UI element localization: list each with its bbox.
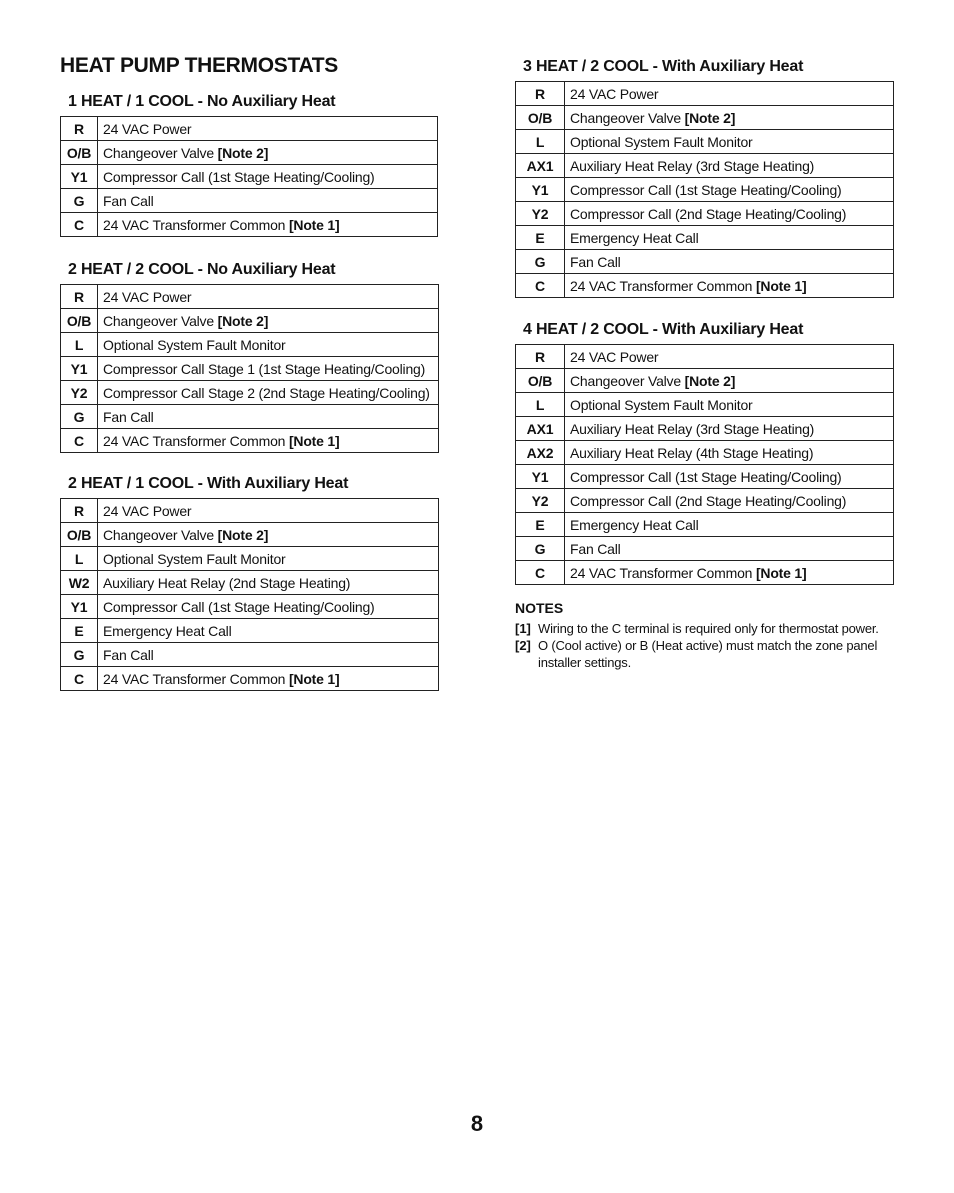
table-row <box>516 345 894 369</box>
description-text: Compressor Call (2nd Stage Heating/Cooling) <box>570 205 847 222</box>
description-text: Compressor Call Stage 2 (2nd Stage Heating/Cooling) <box>103 384 430 401</box>
table-row <box>61 499 439 523</box>
terminal-code: R <box>61 499 98 523</box>
description-text: Compressor Call (1st Stage Heating/Cooling) <box>570 181 842 198</box>
table-row <box>61 429 439 453</box>
table-row <box>516 106 894 130</box>
description-text: Fan Call <box>570 540 621 557</box>
terminal-description <box>565 537 894 561</box>
terminal-code: C <box>516 561 565 585</box>
description-text: 24 VAC Transformer Common <box>103 670 286 687</box>
table-row <box>61 165 438 189</box>
terminal-code: Y1 <box>516 178 565 202</box>
terminal-description <box>565 274 894 298</box>
table-row <box>516 441 894 465</box>
table-row <box>516 489 894 513</box>
terminal-description <box>98 381 439 405</box>
terminal-description <box>98 189 438 213</box>
terminal-code: G <box>61 189 98 213</box>
description-text: Changeover Valve <box>570 109 681 126</box>
description-text: Auxiliary Heat Relay (3rd Stage Heating) <box>570 157 815 174</box>
table-row <box>61 595 439 619</box>
description-text: 24 VAC Power <box>103 120 192 137</box>
terminal-description <box>98 141 438 165</box>
wiring-section-3h2c-aux <box>515 57 894 298</box>
description-text: 24 VAC Power <box>103 288 192 305</box>
table-row <box>61 405 439 429</box>
table-row <box>61 523 439 547</box>
description-text: Changeover Valve <box>103 526 214 543</box>
section-title: 4 HEAT / 2 COOL - With Auxiliary Heat <box>523 321 804 338</box>
note-reference: [Note 1] <box>288 216 340 233</box>
terminal-description <box>565 513 894 537</box>
description-text: Optional System Fault Monitor <box>570 396 753 413</box>
terminal-code: AX2 <box>516 441 565 465</box>
terminal-description <box>98 667 439 691</box>
table-row <box>516 202 894 226</box>
terminal-code: O/B <box>516 369 565 393</box>
terminal-code: C <box>61 429 98 453</box>
table-row <box>516 274 894 298</box>
terminal-code: R <box>61 285 98 309</box>
table-row <box>61 667 439 691</box>
terminal-code: Y2 <box>61 381 98 405</box>
section-title: 2 HEAT / 1 COOL - With Auxiliary Heat <box>68 475 349 492</box>
terminal-description <box>565 226 894 250</box>
terminal-description <box>565 489 894 513</box>
table-row <box>61 117 438 141</box>
table-row <box>61 381 439 405</box>
wiring-table <box>515 344 894 585</box>
terminal-code: G <box>516 250 565 274</box>
terminal-description <box>98 523 439 547</box>
terminal-description <box>98 619 439 643</box>
wiring-table <box>60 498 439 691</box>
terminal-code: AX1 <box>516 417 565 441</box>
table-row <box>516 250 894 274</box>
terminal-code: C <box>61 667 98 691</box>
terminal-code: O/B <box>61 309 98 333</box>
section-title: 3 HEAT / 2 COOL - With Auxiliary Heat <box>523 58 804 75</box>
description-text: Fan Call <box>103 646 154 663</box>
note-reference: [Note 1] <box>288 432 340 449</box>
terminal-description <box>98 285 439 309</box>
notes-block <box>515 600 915 671</box>
terminal-description <box>98 547 439 571</box>
terminal-code: L <box>61 333 98 357</box>
terminal-code: C <box>61 213 98 237</box>
note-text: Wiring to the C terminal is required only for thermostat power. <box>538 621 879 636</box>
description-text: Optional System Fault Monitor <box>103 336 286 353</box>
description-text: Compressor Call (1st Stage Heating/Cooling) <box>103 168 375 185</box>
terminal-description <box>565 82 894 106</box>
description-text: Emergency Heat Call <box>103 622 232 639</box>
terminal-description <box>98 643 439 667</box>
description-text: 24 VAC Power <box>103 502 192 519</box>
table-row <box>61 333 439 357</box>
table-row <box>61 357 439 381</box>
terminal-code: E <box>516 513 565 537</box>
terminal-description <box>565 417 894 441</box>
terminal-code: O/B <box>61 141 98 165</box>
wiring-table <box>60 116 438 237</box>
description-text: Changeover Valve <box>570 372 681 389</box>
terminal-code: L <box>61 547 98 571</box>
terminal-code: G <box>516 537 565 561</box>
wiring-table <box>60 284 439 453</box>
terminal-code: Y2 <box>516 202 565 226</box>
page-title: HEAT PUMP THERMOSTATS <box>60 54 338 77</box>
description-text: Fan Call <box>103 192 154 209</box>
terminal-code: Y2 <box>516 489 565 513</box>
terminal-description <box>98 595 439 619</box>
terminal-description <box>565 202 894 226</box>
table-row <box>516 465 894 489</box>
description-text: Optional System Fault Monitor <box>103 550 286 567</box>
note-reference: [Note 2] <box>217 312 269 329</box>
note-reference: [Note 2] <box>684 372 736 389</box>
terminal-description <box>98 429 439 453</box>
table-row <box>61 285 439 309</box>
wiring-section-1h1c <box>60 92 438 237</box>
description-text: Changeover Valve <box>103 312 214 329</box>
terminal-description <box>98 117 438 141</box>
table-row <box>61 547 439 571</box>
terminal-description <box>98 571 439 595</box>
table-row <box>61 189 438 213</box>
description-text: Optional System Fault Monitor <box>570 133 753 150</box>
description-text: 24 VAC Power <box>570 348 659 365</box>
description-text: 24 VAC Power <box>570 85 659 102</box>
terminal-code: G <box>61 405 98 429</box>
description-text: 24 VAC Transformer Common <box>570 564 753 581</box>
terminal-description <box>565 561 894 585</box>
terminal-description <box>565 154 894 178</box>
terminal-description <box>565 369 894 393</box>
description-text: Compressor Call (1st Stage Heating/Cooling) <box>570 468 842 485</box>
terminal-description <box>98 499 439 523</box>
description-text: Auxiliary Heat Relay (4th Stage Heating) <box>570 444 814 461</box>
terminal-description <box>565 106 894 130</box>
table-row <box>516 369 894 393</box>
terminal-description <box>565 393 894 417</box>
terminal-code: W2 <box>61 571 98 595</box>
table-row <box>516 393 894 417</box>
section-title: 1 HEAT / 1 COOL - No Auxiliary Heat <box>68 93 336 110</box>
table-row <box>516 226 894 250</box>
note-reference: [Note 2] <box>217 144 269 161</box>
table-row <box>516 417 894 441</box>
description-text: Compressor Call (2nd Stage Heating/Cooling) <box>570 492 847 509</box>
terminal-description <box>98 213 438 237</box>
note-reference: [Note 1] <box>755 277 807 294</box>
description-text: Fan Call <box>103 408 154 425</box>
terminal-description <box>98 333 439 357</box>
terminal-code: Y1 <box>516 465 565 489</box>
wiring-table <box>515 81 894 298</box>
description-text: Compressor Call Stage 1 (1st Stage Heating/Cooling) <box>103 360 426 377</box>
terminal-description <box>98 357 439 381</box>
table-row <box>516 561 894 585</box>
note-reference: [Note 2] <box>217 526 269 543</box>
table-row <box>516 130 894 154</box>
table-row <box>61 643 439 667</box>
note-number: [2] <box>515 638 531 653</box>
terminal-description <box>98 165 438 189</box>
terminal-code: O/B <box>516 106 565 130</box>
terminal-code: C <box>516 274 565 298</box>
table-row <box>516 178 894 202</box>
terminal-code: O/B <box>61 523 98 547</box>
description-text: Emergency Heat Call <box>570 229 699 246</box>
description-text: 24 VAC Transformer Common <box>103 216 286 233</box>
wiring-section-4h2c-aux <box>515 320 894 585</box>
terminal-code: Y1 <box>61 357 98 381</box>
note-reference: [Note 1] <box>288 670 340 687</box>
description-text: Auxiliary Heat Relay (2nd Stage Heating) <box>103 574 351 591</box>
description-text: 24 VAC Transformer Common <box>103 432 286 449</box>
notes-title: NOTES <box>515 600 564 616</box>
note-item <box>515 620 915 637</box>
wiring-section-2h2c <box>60 260 439 453</box>
terminal-code: R <box>516 82 565 106</box>
terminal-code: Y1 <box>61 595 98 619</box>
table-row <box>516 513 894 537</box>
wiring-section-2h1c-aux <box>60 474 439 691</box>
page-number: 8 <box>470 1111 484 1136</box>
terminal-description <box>565 465 894 489</box>
section-title: 2 HEAT / 2 COOL - No Auxiliary Heat <box>68 261 336 278</box>
table-row <box>516 537 894 561</box>
note-number: [1] <box>515 621 531 636</box>
terminal-description <box>565 178 894 202</box>
terminal-description <box>98 309 439 333</box>
table-row <box>516 82 894 106</box>
description-text: Fan Call <box>570 253 621 270</box>
terminal-code: R <box>516 345 565 369</box>
description-text: Emergency Heat Call <box>570 516 699 533</box>
note-reference: [Note 2] <box>684 109 736 126</box>
table-row <box>516 154 894 178</box>
note-reference: [Note 1] <box>755 564 807 581</box>
terminal-code: E <box>516 226 565 250</box>
terminal-code: Y1 <box>61 165 98 189</box>
terminal-description <box>565 345 894 369</box>
table-row <box>61 141 438 165</box>
description-text: Auxiliary Heat Relay (3rd Stage Heating) <box>570 420 815 437</box>
description-text: Compressor Call (1st Stage Heating/Cooling) <box>103 598 375 615</box>
note-text: O (Cool active) or B (Heat active) must match the zone panel installer settings. <box>538 638 878 670</box>
terminal-description <box>565 250 894 274</box>
note-item <box>515 637 915 671</box>
table-row <box>61 309 439 333</box>
terminal-code: R <box>61 117 98 141</box>
table-row <box>61 213 438 237</box>
terminal-description <box>565 441 894 465</box>
terminal-code: L <box>516 130 565 154</box>
terminal-code: G <box>61 643 98 667</box>
description-text: 24 VAC Transformer Common <box>570 277 753 294</box>
terminal-code: L <box>516 393 565 417</box>
terminal-code: E <box>61 619 98 643</box>
table-row <box>61 619 439 643</box>
terminal-code: AX1 <box>516 154 565 178</box>
table-row <box>61 571 439 595</box>
description-text: Changeover Valve <box>103 144 214 161</box>
terminal-description <box>98 405 439 429</box>
terminal-description <box>565 130 894 154</box>
